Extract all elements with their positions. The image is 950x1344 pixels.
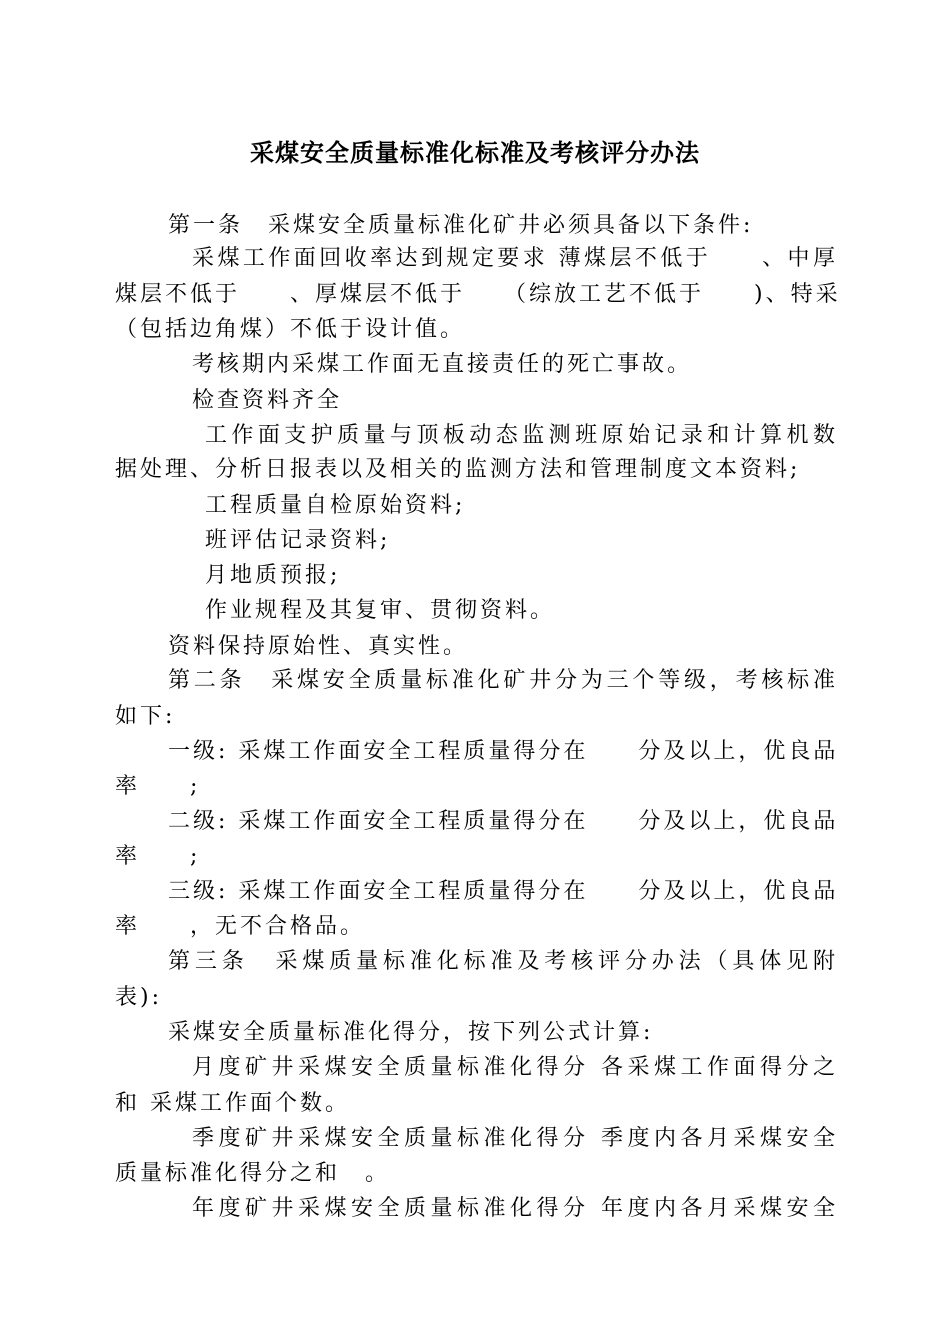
paragraph-line: 二级: 采煤工作面安全工程质量得分在 分及以上，优良品	[168, 809, 839, 834]
paragraph-line: 第二条 采煤安全质量标准化矿井分为三个等级，考核标准	[168, 668, 838, 693]
paragraph-line: （包括边角煤）不低于设计值。	[115, 317, 466, 342]
paragraph-line: 采煤工作面回收率达到规定要求 薄煤层不低于 、中厚	[192, 246, 838, 271]
paragraph-line: 据处理、分析日报表以及相关的监测方法和管理制度文本资料;	[115, 457, 801, 482]
paragraph-line: 第一条 采煤安全质量标准化矿井必须具备以下条件:	[168, 213, 754, 238]
document-title: 采煤安全质量标准化标准及考核评分办法	[250, 139, 700, 167]
paragraph-line: 考核期内采煤工作面无直接责任的死亡事故。	[192, 352, 693, 377]
paragraph-line: 率 ;	[115, 774, 201, 799]
paragraph-line: 第三条 采煤质量标准化标准及考核评分办法（具体见附	[168, 949, 838, 974]
paragraph-line: 如下:	[115, 704, 176, 729]
paragraph-line: 作业规程及其复审、贯彻资料。	[205, 598, 556, 623]
paragraph-line: 检查资料齐全	[192, 388, 343, 413]
paragraph-line: 季度矿井采煤安全质量标准化得分 季度内各月采煤安全	[192, 1126, 838, 1151]
paragraph-line: 采煤安全质量标准化得分，按下列公式计算:	[168, 1020, 654, 1045]
paragraph-line: 率 ;	[115, 844, 201, 869]
paragraph-line: 质量标准化得分之和 。	[115, 1161, 391, 1186]
paragraph-line: 三级: 采煤工作面安全工程质量得分在 分及以上，优良品	[168, 879, 839, 904]
paragraph-line: 和 采煤工作面个数。	[115, 1091, 350, 1116]
paragraph-line: 工作面支护质量与顶板动态监测班原始记录和计算机数	[205, 423, 838, 448]
paragraph-line: 工程质量自检原始资料;	[205, 493, 466, 518]
paragraph-line: 年度矿井采煤安全质量标准化得分 年度内各月采煤安全	[192, 1196, 838, 1221]
paragraph-line: 率 ，无不合格品。	[115, 914, 366, 939]
paragraph-line: 月度矿井采煤安全质量标准化得分 各采煤工作面得分之	[192, 1055, 838, 1080]
paragraph-line: 班评估记录资料;	[205, 528, 391, 553]
paragraph-line: 表):	[115, 985, 162, 1010]
paragraph-line: 资料保持原始性、真实性。	[168, 634, 469, 659]
paragraph-line: 煤层不低于 、厚煤层不低于 （综放工艺不低于 )、特采	[115, 282, 841, 307]
paragraph-line: 一级: 采煤工作面安全工程质量得分在 分及以上，优良品	[168, 739, 839, 764]
paragraph-line: 月地质预报;	[205, 563, 341, 588]
